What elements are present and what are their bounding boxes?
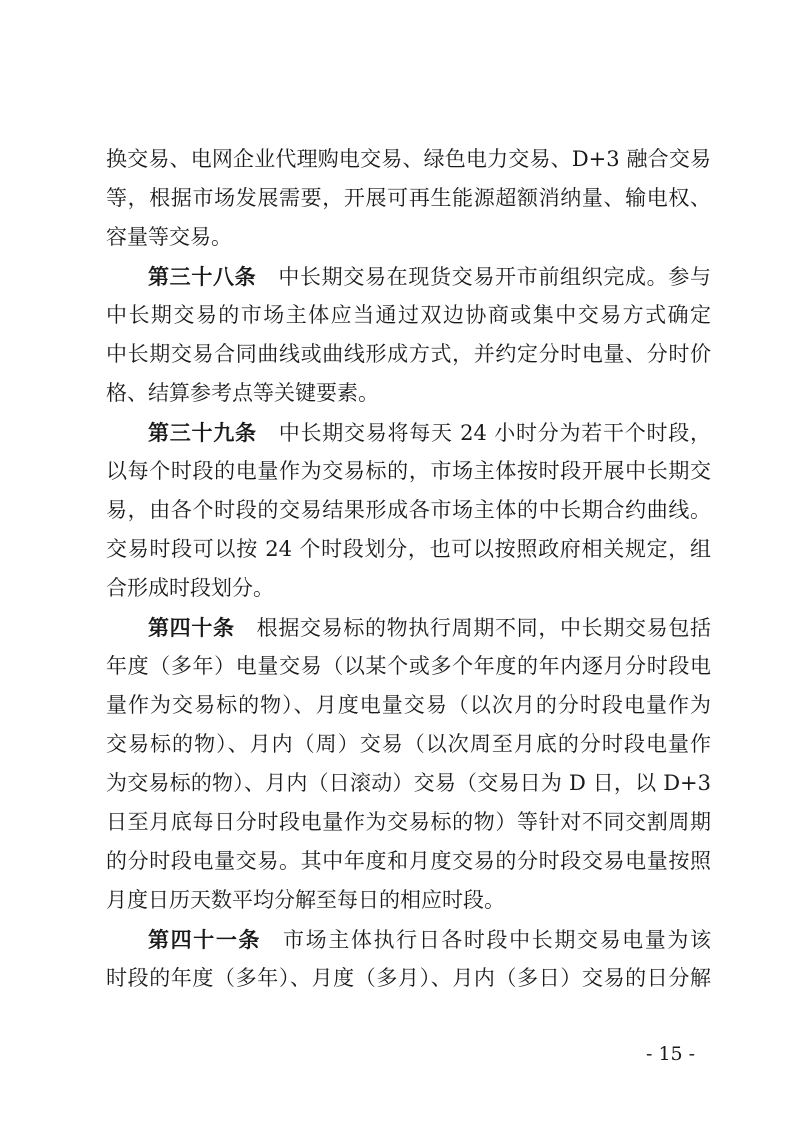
article-number: 第三十八条: [148, 264, 257, 289]
text-line: 以每个时段的电量作为交易标的，市场主体按时段开展中长期交: [106, 459, 711, 483]
text-line: 为交易标的物）、月内（日滚动）交易（交易日为 D 日，以 D+3: [106, 771, 711, 795]
article-text: 市场主体执行日各时段中长期交易电量为该: [283, 928, 712, 952]
article-first-line: [106, 608, 711, 647]
article-38: [106, 257, 711, 413]
text-line: 交易时段可以按 24 个时段划分，也可以按照政府相关规定，组: [106, 537, 711, 561]
text-line: 等，根据市场发展需要，开展可再生能源超额消纳量、输电权、: [106, 186, 711, 210]
article-number: 第四十一条: [148, 927, 262, 952]
article-39: [106, 413, 711, 608]
article-text: 根据交易标的物执行周期不同，中长期交易包括: [256, 616, 712, 640]
article-first-line: [106, 413, 711, 452]
text-line: 的分时段电量交易。其中年度和月度交易的分时段交易电量按照: [106, 849, 711, 873]
article-first-line: [106, 920, 711, 959]
text-line: 中长期交易的市场主体应当通过双边协商或集中交易方式确定: [106, 303, 711, 327]
document-body: [106, 140, 711, 998]
article-first-line: [106, 257, 711, 296]
text-line: 量作为交易标的物）、月度电量交易（以次月的分时段电量作为: [106, 693, 711, 717]
text-line: 中长期交易合同曲线或曲线形成方式，并约定分时电量、分时价: [106, 342, 711, 366]
text-line: 合形成时段划分。: [106, 576, 274, 600]
page-number: - 15 -: [646, 1043, 696, 1065]
text-line: 交易标的物）、月内（周）交易（以次周至月底的分时段电量作: [106, 732, 711, 756]
text-line: 格、结算参考点等关键要素。: [106, 381, 379, 405]
text-line: 日至月底每日分时段电量作为交易标的物）等针对不同交割周期: [106, 810, 711, 834]
text-line: 月度日历天数平均分解至每日的相应时段。: [106, 888, 505, 912]
article-40: [106, 608, 711, 920]
article-number: 第四十条: [148, 615, 235, 640]
article-number: 第三十九条: [148, 420, 257, 445]
text-line: 容量等交易。: [106, 225, 232, 249]
text-line: 时段的年度（多年）、月度（多月）、月内（多日）交易的日分解: [106, 966, 711, 990]
text-line: 年度（多年）电量交易（以某个或多个年度的年内逐月分时段电: [106, 654, 711, 678]
text-line: 换交易、电网企业代理购电交易、绿色电力交易、D+3 融合交易: [106, 147, 711, 171]
article-text: 中长期交易在现货交易开市前组织完成。参与: [278, 265, 712, 289]
article-text: 中长期交易将每天 24 小时分为若干个时段，: [278, 421, 711, 445]
text-line: 易，由各个时段的交易结果形成各市场主体的中长期合约曲线。: [106, 498, 711, 522]
continuation-paragraph: [106, 140, 711, 257]
article-41: [106, 920, 711, 998]
